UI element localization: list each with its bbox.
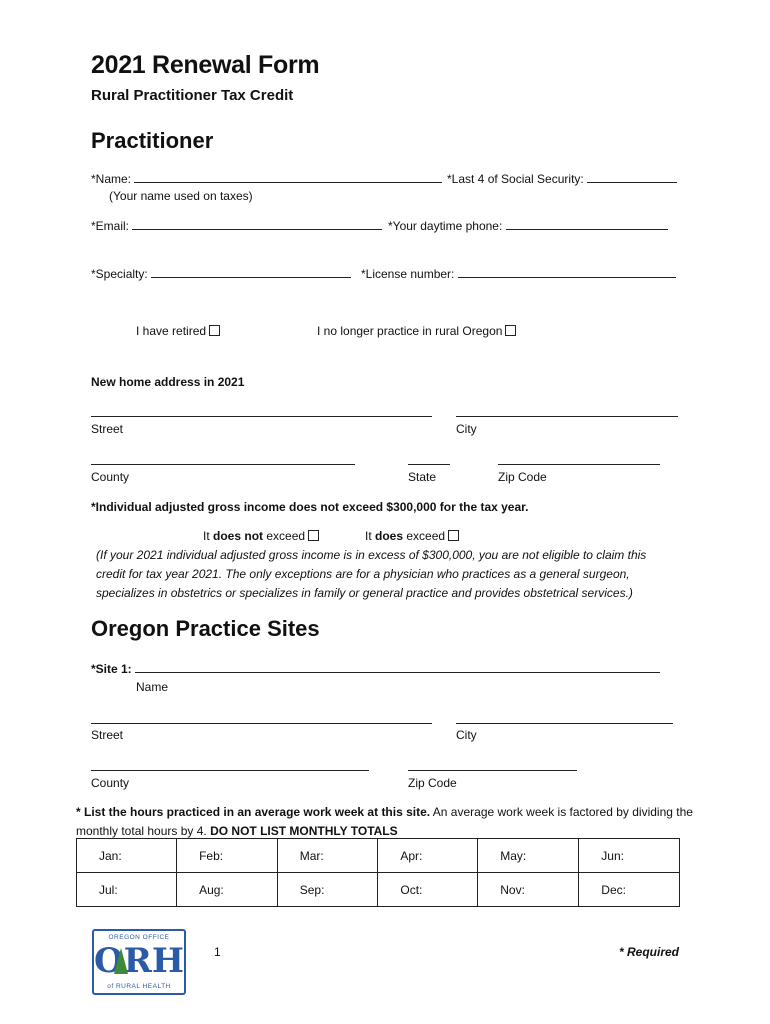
orh-logo: [92, 929, 186, 995]
specialty-label: *Specialty:: [91, 267, 148, 281]
address-zip-field[interactable]: [498, 453, 660, 465]
address-state-field[interactable]: [408, 453, 450, 465]
site1-zip-label: Zip Code: [408, 776, 457, 790]
logo-top-text: OREGON OFFICE: [108, 934, 170, 941]
hours-intro-caps: DO NOT LIST MONTHLY TOTALS: [210, 824, 398, 838]
address-zip-label: Zip Code: [498, 470, 547, 484]
site1-street-field[interactable]: [91, 712, 432, 724]
name-hint: (Your name used on taxes): [109, 189, 253, 203]
name-row: [91, 171, 442, 186]
site1-label: *Site 1:: [91, 662, 132, 676]
opt1-prefix: It: [203, 529, 214, 543]
address-state-label: State: [408, 470, 437, 484]
phone-row: [388, 218, 668, 233]
month-cell[interactable]: Feb:: [177, 839, 278, 873]
site1-city-label: City: [456, 728, 477, 742]
table-row: [77, 873, 680, 907]
opt2-prefix: It: [365, 529, 376, 543]
license-field[interactable]: [458, 266, 676, 278]
table-row: [77, 839, 680, 873]
logo-main-text: ORH: [94, 941, 184, 981]
month-cell[interactable]: Aug:: [177, 873, 278, 907]
month-cell[interactable]: Mar:: [277, 839, 378, 873]
opt2-bold: does: [375, 529, 404, 543]
form-subtitle: Rural Practitioner Tax Credit: [91, 87, 294, 104]
email-label: *Email:: [91, 219, 130, 233]
month-cell[interactable]: Jun:: [579, 839, 680, 873]
site1-zip-field[interactable]: [408, 759, 577, 771]
site1-name-field[interactable]: [135, 661, 660, 673]
no-longer-option: [317, 324, 516, 338]
required-note: * Required: [619, 945, 680, 959]
address-city-label: City: [456, 422, 477, 436]
income-note: (If your 2021 individual adjusted gross income is in excess of $300,000, you are not eligible to claim this credit for tax year 2021. The only exceptions are for a physician who practices as a general surgeon, specializes in obstetrics or specializes in family or general practice and provides obstetrical services.): [96, 548, 647, 600]
hours-table: [76, 838, 680, 907]
address-city-field[interactable]: [456, 405, 678, 417]
hours-intro-rest: An average work week is factored by dividing the monthly total hours by 4.: [76, 805, 693, 838]
month-cell[interactable]: May:: [478, 839, 579, 873]
ssn-label: *Last 4 of Social Security:: [447, 172, 584, 186]
address-street-field[interactable]: [91, 405, 432, 417]
specialty-field[interactable]: [151, 266, 351, 278]
phone-label: *Your daytime phone:: [388, 219, 503, 233]
income-exceed-option: [365, 529, 459, 543]
license-label: *License number:: [361, 267, 455, 281]
hours-intro-bold: * List the hours practiced in an average work week at this site.: [76, 805, 431, 819]
address-county-field[interactable]: [91, 453, 355, 465]
site1-county-field[interactable]: [91, 759, 369, 771]
address-heading: New home address in 2021: [91, 375, 245, 389]
income-not-exceed-checkbox[interactable]: [308, 530, 319, 541]
site1-street-label: Street: [91, 728, 124, 742]
name-label: *Name:: [91, 172, 132, 186]
month-cell[interactable]: Sep:: [277, 873, 378, 907]
ssn-field[interactable]: [587, 171, 677, 183]
email-field[interactable]: [132, 218, 382, 230]
no-longer-label: I no longer practice in rural Oregon: [317, 324, 503, 338]
page-number: 1: [214, 945, 221, 959]
name-field[interactable]: [134, 171, 442, 183]
license-row: [361, 266, 676, 281]
month-cell[interactable]: Apr:: [378, 839, 478, 873]
form-title: 2021 Renewal Form: [91, 51, 320, 79]
retired-option: [136, 324, 220, 338]
month-cell[interactable]: Dec:: [579, 873, 680, 907]
income-statement: *Individual adjusted gross income does not exceed $300,000 for the tax year.: [91, 500, 529, 514]
ssn-row: [447, 171, 677, 186]
site1-county-label: County: [91, 776, 130, 790]
phone-field[interactable]: [506, 218, 668, 230]
no-longer-checkbox[interactable]: [505, 325, 516, 336]
specialty-row: [91, 266, 351, 281]
month-cell[interactable]: Jul:: [77, 873, 177, 907]
month-cell[interactable]: Nov:: [478, 873, 579, 907]
retired-checkbox[interactable]: [209, 325, 220, 336]
opt1-suffix: exceed: [263, 529, 306, 543]
month-cell[interactable]: Oct:: [378, 873, 478, 907]
address-street-label: Street: [91, 422, 124, 436]
sites-heading: Oregon Practice Sites: [91, 616, 320, 641]
site1-city-field[interactable]: [456, 712, 673, 724]
opt2-suffix: exceed: [403, 529, 446, 543]
practitioner-heading: Practitioner: [91, 128, 214, 153]
hours-intro: [76, 803, 726, 841]
address-county-label: County: [91, 470, 130, 484]
income-not-exceed-option: [203, 529, 319, 543]
tree-icon: [114, 948, 128, 974]
retired-label: I have retired: [136, 324, 207, 338]
logo-bottom-text: of RURAL HEALTH: [107, 983, 171, 990]
opt1-bold: does not: [213, 529, 264, 543]
site1-row: [91, 661, 660, 676]
email-row: [91, 218, 382, 233]
income-exceed-checkbox[interactable]: [448, 530, 459, 541]
site1-name-label: Name: [136, 680, 169, 694]
month-cell[interactable]: Jan:: [77, 839, 177, 873]
